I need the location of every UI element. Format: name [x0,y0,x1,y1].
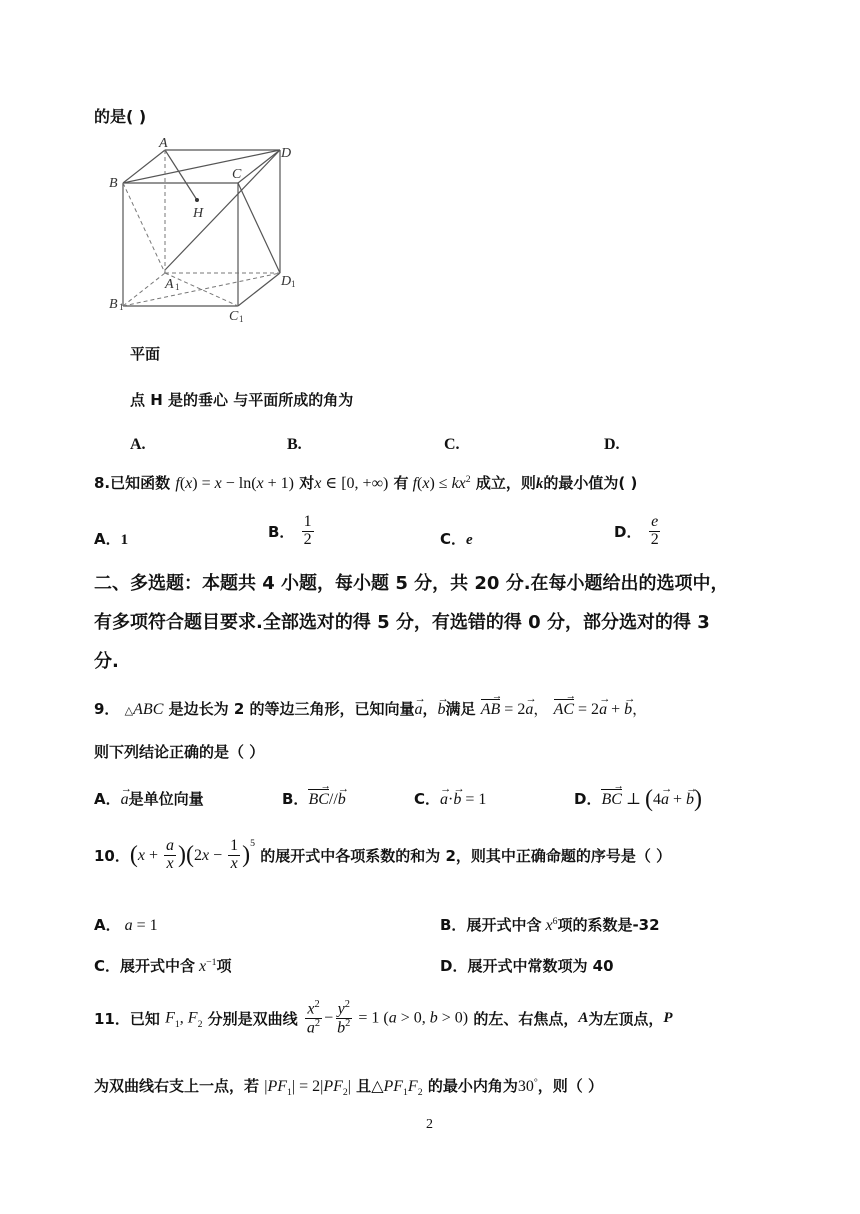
label-H: H [193,206,204,221]
q8-option-b[interactable]: B． $\frac{1}{2}$ [268,513,312,548]
question-fragment: 的是( ) [94,107,147,126]
label-D1: D [281,274,292,289]
q7-line1: 平面 [130,345,161,363]
section-heading-line3: 分. [94,651,119,672]
svg-text:1: 1 [239,314,244,324]
svg-text:1: 1 [119,302,124,312]
svg-text:1: 1 [291,279,296,289]
q8-stem: 8.已知函数 f(x) = x − ln(x + 1) 对x ∈ [0, +∞) 有 $f(x) \le kx^2$ 成立，则k的最小值为( ) [94,474,638,492]
q7-option-c[interactable]: C. [444,436,460,453]
q10-stem: 10．(x + $\frac{a}{x}$ )(2x − $\frac{1}{x}$ )$^5$ 的展开式中各项系数的和为 2，则其中正确命题的序号是（ ） [94,837,672,872]
q9-option-c[interactable]: C．→ a·→ b = 1 [414,788,486,809]
q10-option-d[interactable]: D．展开式中常数项为 40 [440,957,614,975]
cube-figure [105,136,305,324]
q9-line2: 则下列结论正确的是（ ） [94,743,265,761]
label-B: B [109,176,118,191]
q7-line2: 点 H 是的垂心 与平面所成的角为 [130,391,354,409]
section-heading-line1: 二、多选题：本题共 4 小题，每小题 5 分，共 20 分.在每小题给出的选项中， [94,573,729,594]
q9-stem: 9． △ABC 是边长为 2 的等边三角形，已知向量→ a，→ b满足 AB → = 2→ a， AC → = 2→ a + → b， [94,698,647,719]
q7-option-d[interactable]: D. [604,436,620,453]
q9-option-a[interactable]: A．→ a是单位向量 [94,788,204,809]
page-number: 2 [426,1117,433,1132]
label-D: D [281,146,292,161]
q9-option-b[interactable]: B．BC →//→ b [282,788,346,809]
q11-stem-line2: 为双曲线右支上一点，若 $|PF_1| = 2|PF_2|$ 且$\triangle PF_1F_2$ 的最小内角为30°，则（ ） [94,1077,603,1098]
q10-option-a[interactable]: A． a = 1 [94,916,158,934]
q8-option-c[interactable]: C．e [440,530,473,548]
svg-text:1: 1 [175,282,180,292]
label-C: C [232,167,242,182]
q7-option-b[interactable]: B. [287,436,302,453]
label-A1: A [165,277,174,292]
section-heading-line2: 有多项符合题目要求.全部选对的得 5 分，有选错的得 0 分，部分选对的得 3 [94,612,710,633]
label-C1: C [229,309,239,324]
q11-stem-line1: 11．已知 $F_1$, $F_2$ 分别是双曲线 $\frac{x^2}{a^2}$ − $\frac{y^2}{b^2}$ = 1 (a > 0, b > 0) 的左、右焦点，A为左顶点，P [94,999,673,1037]
q8-option-d[interactable]: D． $\frac{e}{2}$ [614,513,659,548]
q7-option-a[interactable]: A. [130,436,146,453]
q10-option-b[interactable]: B．展开式中含 $x^6$项的系数是-32 [440,916,660,934]
label-A: A [159,136,168,151]
label-B1: B [109,297,118,312]
q8-option-a[interactable]: A．1 [94,530,129,548]
q9-option-d[interactable]: D．BC → ⊥ (4→ a + → b) [574,786,702,813]
q10-option-c[interactable]: C．展开式中含 $x^{-1}$项 [94,957,232,975]
